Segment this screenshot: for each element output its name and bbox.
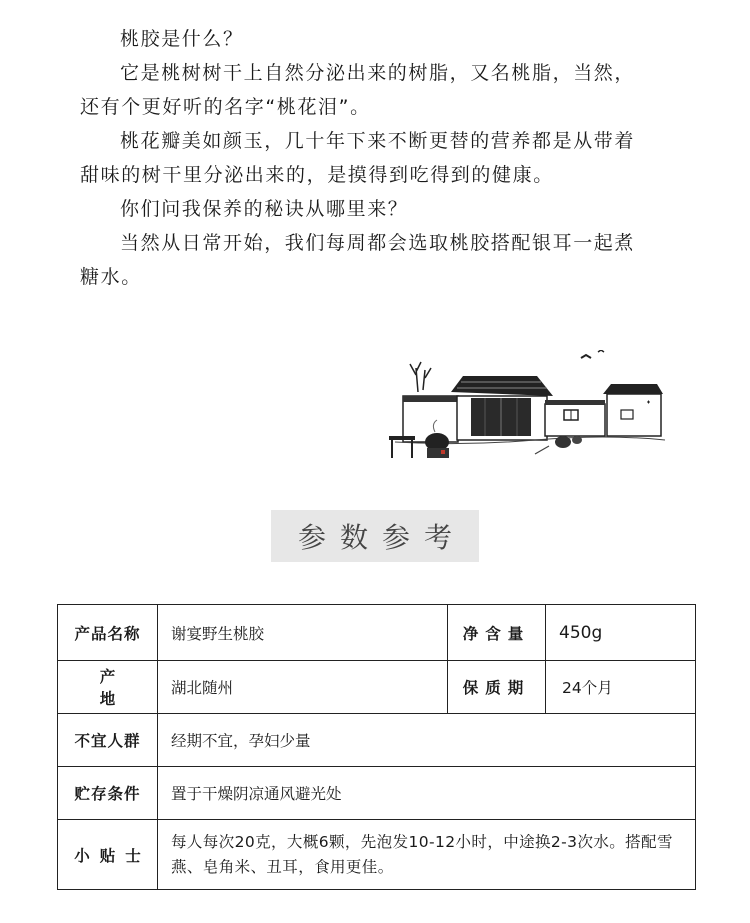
intro-paragraph-1b: 还有个更好听的名字“桃花泪”。 — [80, 96, 371, 118]
village-house-illustration — [385, 350, 680, 468]
intro-paragraph-3b: 糖水。 — [80, 266, 142, 288]
spec-row-product — [58, 605, 696, 661]
intro-question-2: 你们问我保养的秘诀从哪里来？ — [120, 198, 409, 220]
intro-paragraph-2a: 桃花瓣美如颜玉，几十年下来不断更替的营养都是从带着 — [120, 130, 636, 152]
intro-paragraph-2b: 甜味的树干里分泌出来的，是摸得到吃得到的健康。 — [80, 164, 554, 186]
section-title-banner — [271, 510, 479, 562]
origin-value: 湖北随州 — [158, 661, 448, 714]
spec-table — [57, 604, 696, 890]
intro-text — [80, 22, 690, 294]
shelf-life-label: 保质期 — [448, 661, 546, 714]
product-name-label: 产品名称 — [58, 605, 158, 661]
unsuitable-value: 经期不宜，孕妇少量 — [158, 714, 696, 767]
spec-row-origin — [58, 661, 696, 714]
product-name-value: 谢宴野生桃胶 — [158, 605, 448, 661]
intro-paragraph-1a: 它是桃树树干上自然分泌出来的树脂，又名桃脂，当然， — [120, 62, 636, 84]
tips-label: 小贴士 — [58, 820, 158, 890]
spec-row-storage — [58, 767, 696, 820]
intro-question-1: 桃胶是什么？ — [120, 28, 244, 50]
storage-value: 置于干燥阴凉通风避光处 — [158, 767, 696, 820]
intro-paragraph-3a: 当然从日常开始，我们每周都会选取桃胶搭配银耳一起煮 — [120, 232, 636, 254]
spec-row-unsuitable — [58, 714, 696, 767]
spec-row-tips — [58, 820, 696, 890]
storage-label: 贮存条件 — [58, 767, 158, 820]
tips-value: 每人每次20克，大概6颗，先泡发10-12小时，中途换2-3次水。搭配雪燕、皂角米、丑耳，食用更佳。 — [158, 820, 696, 890]
shelf-life-value: 24个月 — [546, 661, 696, 714]
net-weight-value: 450g — [546, 605, 696, 661]
unsuitable-label: 不宜人群 — [58, 714, 158, 767]
section-title: 参数参考 — [297, 521, 466, 554]
net-weight-label: 净含量 — [448, 605, 546, 661]
origin-label: 产地 — [58, 661, 158, 714]
